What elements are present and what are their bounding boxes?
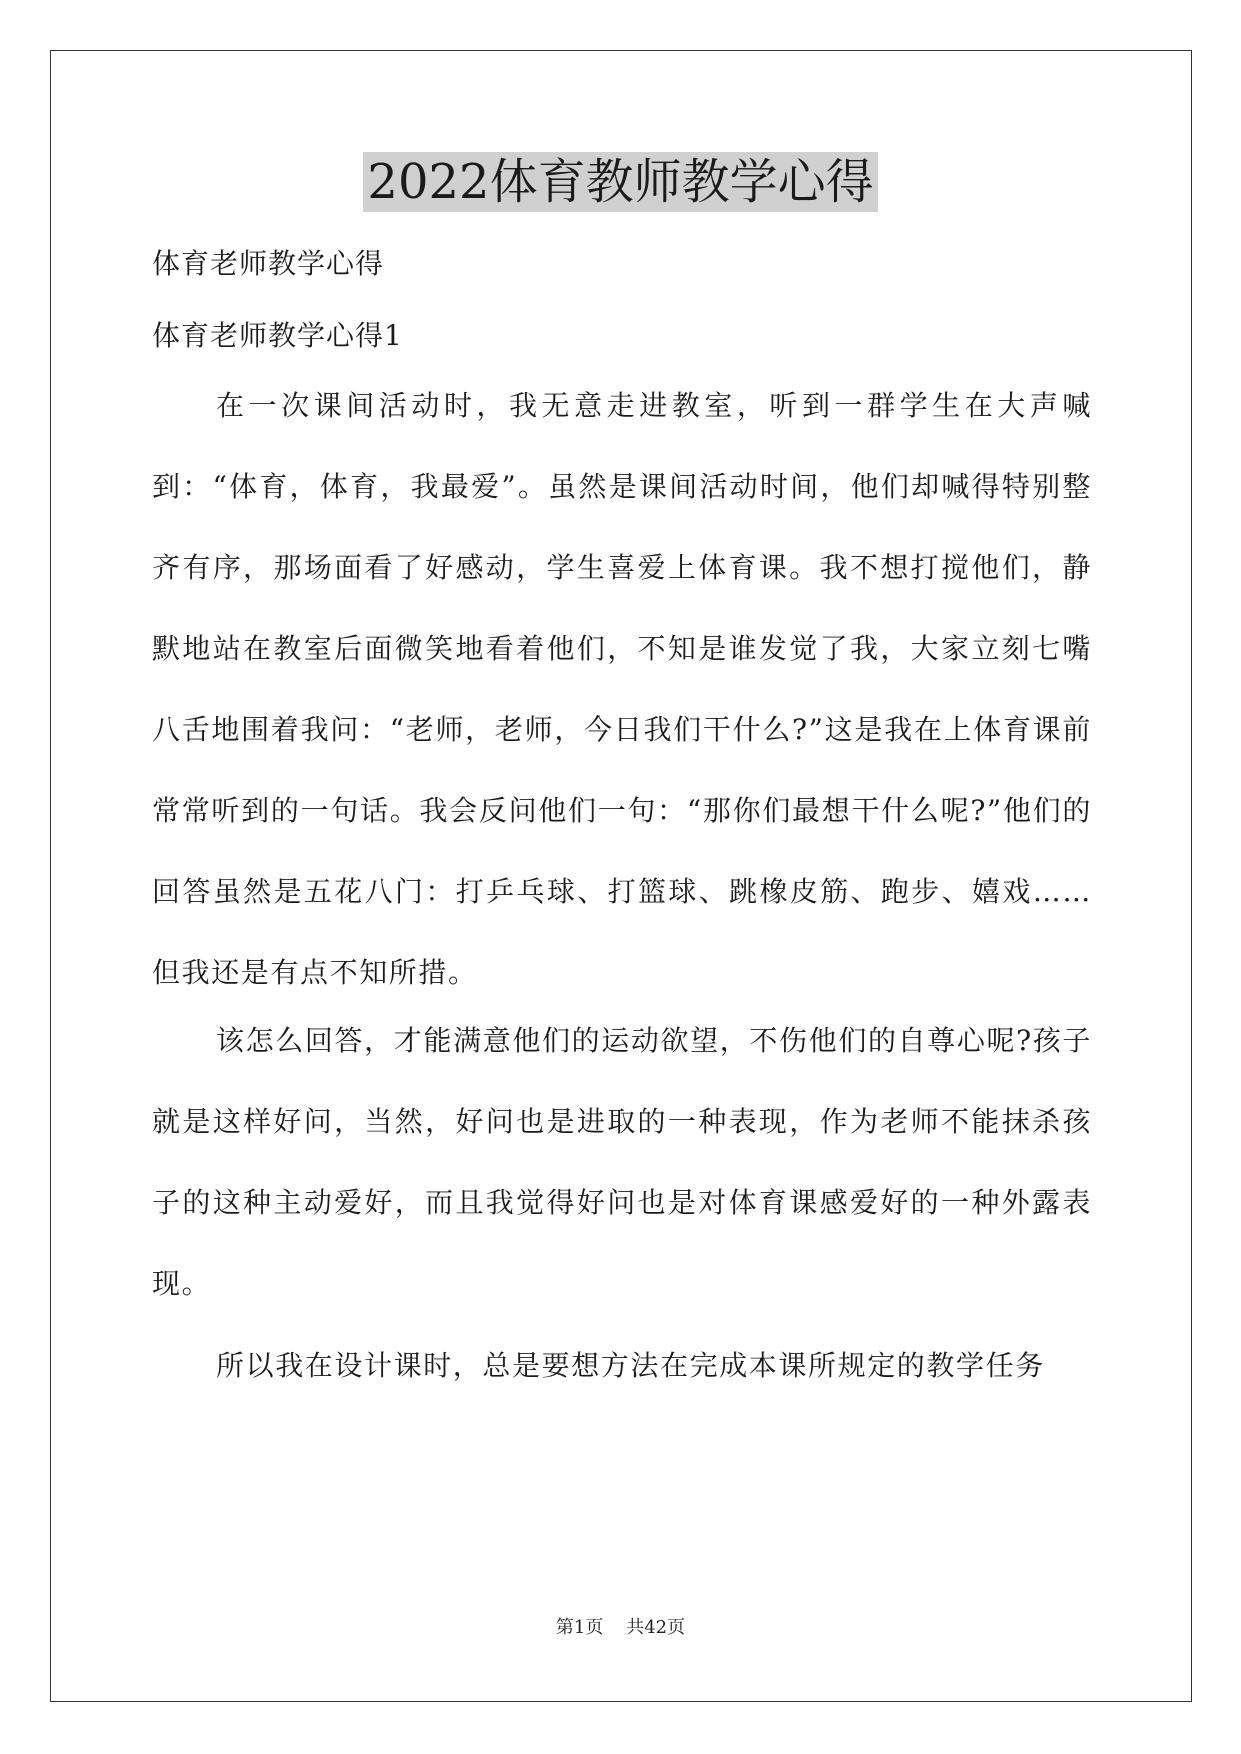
section-heading: 体育老师教学心得 <box>152 247 385 280</box>
title-container <box>0 152 1241 212</box>
paragraph-2: 该怎么回答，才能满意他们的运动欲望，不伤他们的自尊心呢?孩子就是这样好问，当然，好问也是进取的一种表现，作为老师不能抹杀孩子的这种主动爱好，而且我觉得好问也是对体育课感爱好的一种外露表现。 <box>152 1024 1092 1300</box>
paragraph-3: 所以我在设计课时，总是要想方法在完成本课所规定的教学任务 <box>216 1349 1045 1382</box>
paragraph-1: 在一次课间活动时，我无意走进教室，听到一群学生在大声喊到：“体育，体育，我最爱”。虽然是课间活动时间，他们却喊得特别整齐有序，那场面看了好感动，学生喜爱上体育课。我不想打搅他们，静默地站在教室后面微笑地看着他们，不知是谁发觉了我，大家立刻七嘴八舌地围着我问：“老师，老师，今日我们干什么?”这是我在上体育课前常常听到的一句话。我会反问他们一句：“那你们最想干什么呢?”他们的回答虽然是五花八门：打乒乓球、打篮球、跳橡皮筋、跑步、嬉戏……但我还是有点不知所措。 <box>152 389 1092 989</box>
document-title: 2022体育教师教学心得 <box>363 152 877 212</box>
subsection-heading: 体育老师教学心得1 <box>152 319 403 352</box>
page-number-footer: 第1页 共42页 <box>555 1617 686 1638</box>
